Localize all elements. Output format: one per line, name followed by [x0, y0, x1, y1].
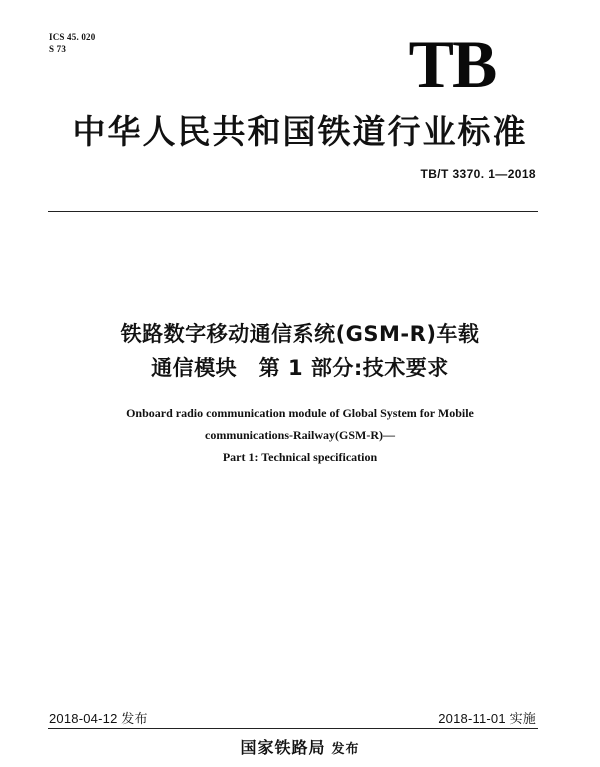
publisher-line	[0, 740, 600, 756]
chinese-title-line-2: 通信模块 第 1 部分:技术要求	[151, 356, 449, 380]
tb-logo: TB	[408, 26, 496, 102]
standard-category-title: 中华人民共和国铁道行业标准	[72, 112, 528, 151]
publisher-name: 国家铁路局	[240, 738, 326, 757]
ics-code: ICS 45. 020	[49, 32, 96, 42]
publisher-action: 发布	[331, 742, 360, 757]
issue-date: 2018-04-12 发布	[49, 711, 148, 726]
english-title-line-1: Onboard radio communication module of Global System for Mobile	[126, 406, 474, 420]
top-divider	[48, 211, 538, 212]
chinese-title-line-1: 铁路数字移动通信系统(GSM-R)车载	[120, 322, 480, 346]
ccs-code: S 73	[49, 44, 67, 54]
english-title-line-3: Part 1: Technical specification	[222, 450, 378, 464]
bottom-divider	[48, 728, 538, 729]
implementation-date: 2018-11-01 实施	[438, 711, 536, 726]
standard-number: TB/T 3370. 1—2018	[420, 167, 536, 181]
english-title-line-2: communications-Railway(GSM-R)—	[205, 428, 395, 442]
